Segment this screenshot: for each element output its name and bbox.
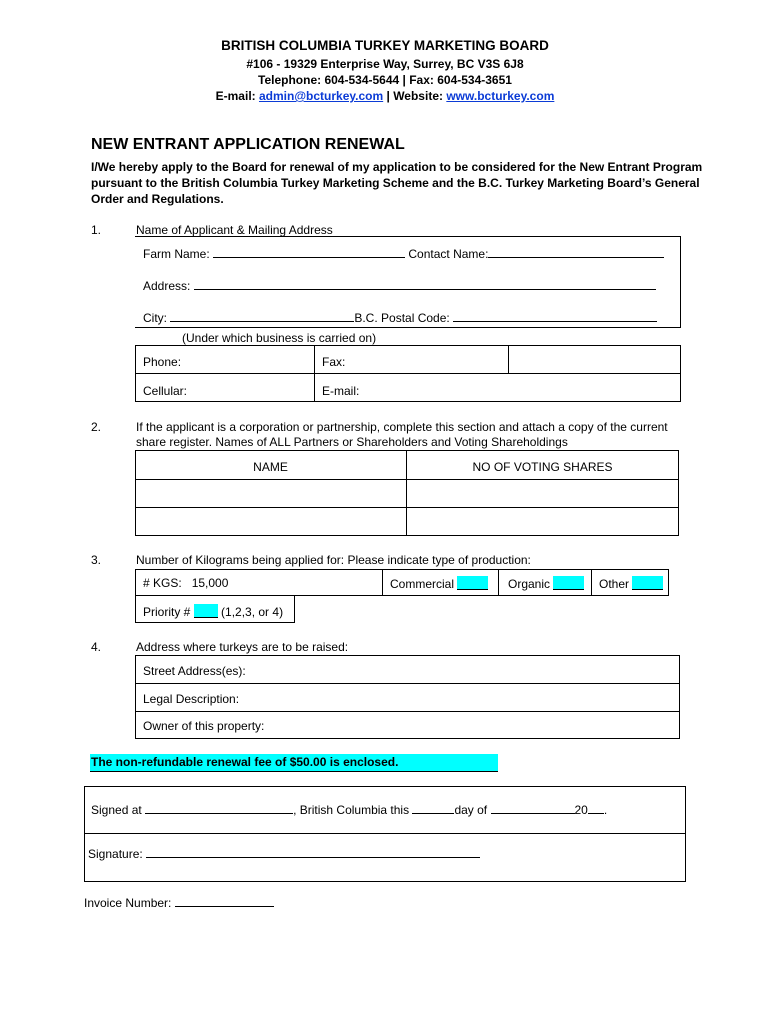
section-1-heading: Name of Applicant & Mailing Address [136,223,333,237]
address-field[interactable] [194,279,656,290]
invoice-label: Invoice Number: [84,896,172,910]
city-label: City: [143,311,167,325]
organic-field[interactable] [553,576,584,590]
organic-row [508,576,584,591]
section-2-line-2: share register. Names of ALL Partners or Shareholders and Voting Shareholdings [136,435,568,449]
signing-box [84,786,686,882]
section-4-number: 4. [91,640,102,654]
day-of-label: day of [454,803,488,817]
signed-at-field[interactable] [145,803,293,814]
priority-row [143,604,283,619]
email-label: E-mail: [215,89,259,103]
org-name: BRITISH COLUMBIA TURKEY MARKETING BOARD [221,38,549,53]
fee-note [90,754,498,772]
address-row [143,279,656,293]
kgs-label: # KGS: [143,576,182,590]
city-row [143,311,657,325]
fee-note-text: The non-refundable renewal fee of $50.00 is enclosed. [91,755,399,769]
intro-line-1: I/We hereby apply to the Board for renewal of my application to be considered for the New Entrant Program [91,160,703,174]
priority-label: Priority # [143,605,191,619]
shareholder-shares-2[interactable] [407,508,678,535]
kgs-value[interactable]: 15,000 [191,576,229,590]
other-row [599,576,663,591]
business-note: (Under which business is carried on) [182,331,377,345]
section-3-heading: Number of Kilograms being applied for: Please indicate type of production: [136,553,531,567]
other-field[interactable] [632,576,663,590]
org-address: #106 - 19329 Enterprise Way, Surrey, BC V3S 6J8 [246,57,524,71]
farm-name-row [143,247,664,261]
section-4-heading: Address where turkeys are to be raised: [136,640,349,654]
shareholder-name-2[interactable] [136,508,406,535]
contact-name-label: Contact Name: [408,247,489,261]
signature-row [88,847,480,861]
priority-options: (1,2,3, or 4) [221,605,284,619]
phone-label: Phone: [143,355,182,369]
legal-description-label: Legal Description: [143,692,240,706]
year-prefix: 20 [574,803,588,817]
intro-line-3: Order and Regulations. [91,192,224,206]
col-name-header: NAME [253,460,288,474]
intro-line-2: pursuant to the British Columbia Turkey Marketing Scheme and the B.C. Turkey Marketing Board’s General [91,176,700,190]
signed-at-label: Signed at [91,803,142,817]
farm-name-label: Farm Name: [143,247,210,261]
website-link[interactable]: www.bcturkey.com [446,89,555,103]
street-address-label: Street Address(es): [143,664,246,678]
commercial-row [390,576,488,591]
website-label: | Website: [383,89,447,103]
signature-label: Signature: [88,847,143,861]
shareholder-name-1[interactable] [136,480,406,507]
day-field[interactable] [412,803,454,814]
org-phone-fax: Telephone: 604-534-5644 | Fax: 604-534-3651 [258,73,512,87]
signing-period: . [603,803,608,817]
email-field-label: E-mail: [322,384,360,398]
section-2-number: 2. [91,420,102,434]
year-field[interactable] [588,803,604,814]
fax-label: Fax: [322,355,346,369]
col-shares-header: NO OF VOTING SHARES [472,460,613,474]
section-3-number: 3. [91,553,102,567]
form-title: NEW ENTRANT APPLICATION RENEWAL [91,136,405,153]
org-contact-line [0,89,770,103]
other-label: Other [599,577,630,591]
bc-this-label: , British Columbia this [293,803,410,817]
city-field[interactable] [170,311,354,322]
signed-at-row [91,803,607,817]
kgs-row [143,576,228,590]
invoice-number-field[interactable] [175,896,274,907]
postal-code-label: B.C. Postal Code: [354,311,450,325]
month-field[interactable] [491,803,575,814]
organic-label: Organic [508,577,551,591]
commercial-label: Commercial [390,577,455,591]
contact-name-field[interactable] [488,247,664,258]
property-owner-label: Owner of this property: [143,719,265,733]
commercial-field[interactable] [457,576,488,590]
email-link[interactable]: admin@bcturkey.com [258,89,384,103]
invoice-row [84,896,274,910]
section-1-number: 1. [91,223,102,237]
signature-field[interactable] [146,847,480,858]
priority-field[interactable] [194,604,218,618]
section-2-line-1: If the applicant is a corporation or partnership, complete this section and attach a copy of the current [136,420,668,434]
farm-name-field[interactable] [213,247,405,258]
address-label: Address: [143,279,191,293]
cellular-label: Cellular: [143,384,188,398]
postal-code-field[interactable] [453,311,657,322]
shareholder-shares-1[interactable] [407,480,678,507]
